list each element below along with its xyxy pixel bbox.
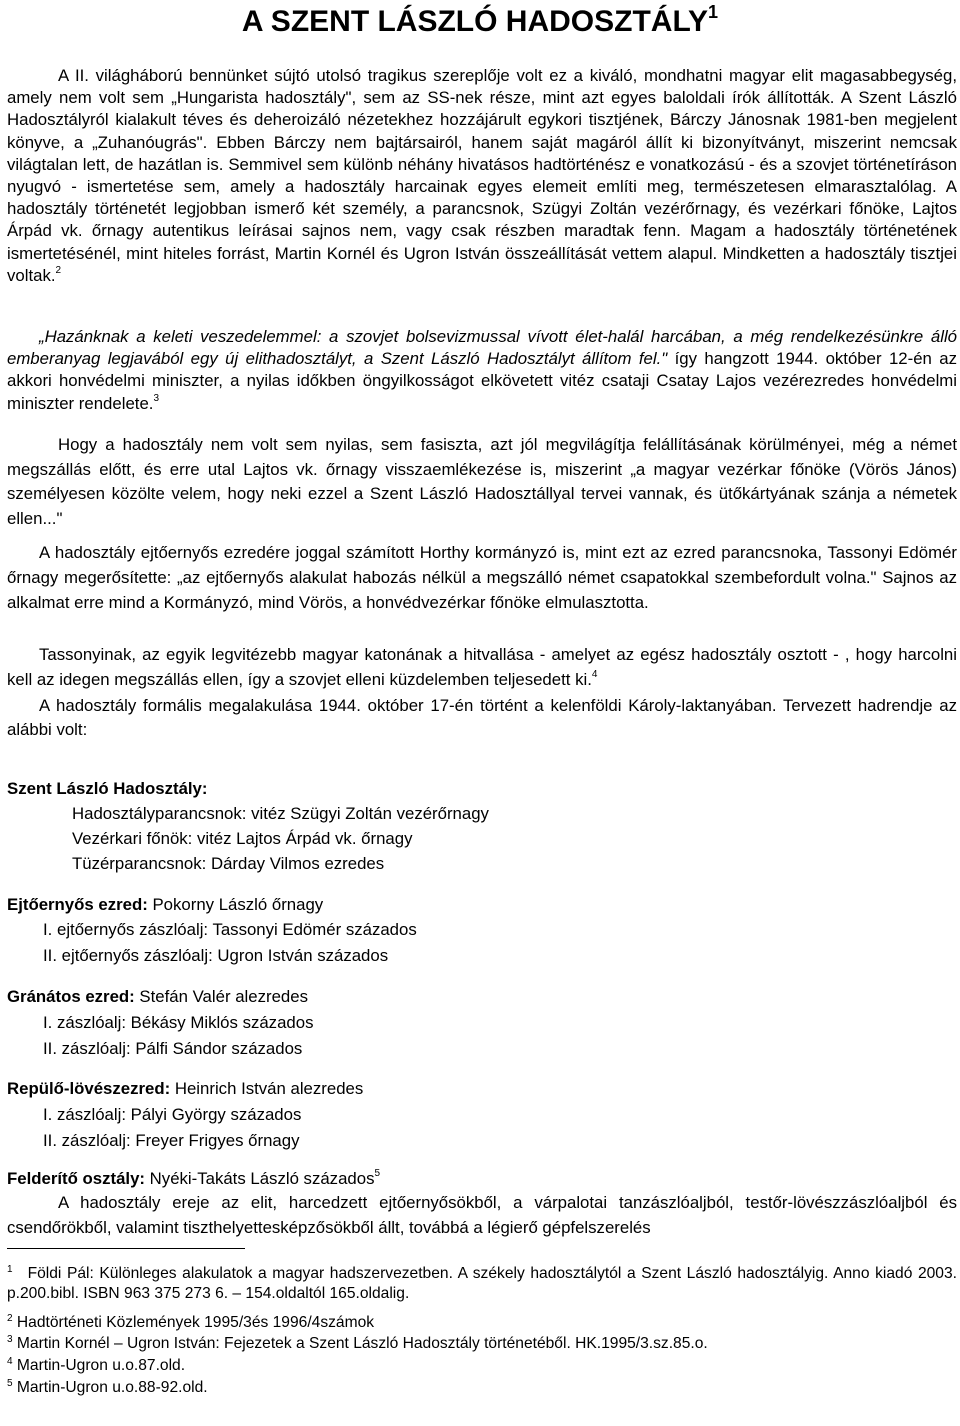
footnote: $^3$ Martin Kornél – Ugron István: Fejezetek a Szent László Hadosztály történetéből. HK.1995/3.sz.85.o.: [7, 1334, 708, 1352]
footnote: $^5$ Martin-Ugron u.o.88-92.old.: [7, 1378, 208, 1396]
recon-battalion: Felderítő osztály: Nyéki-Takáts László százados$^5$: [7, 1168, 381, 1188]
division-heading: Szent László Hadosztály:: [7, 779, 208, 798]
regiment-paratroop: Ejtőernyős ezred: Pokorny László őrnagy: [7, 895, 324, 914]
paragraph-paratroop: A hadosztály ejtőernyős ezredére joggal számított Horthy kormányzó is, mint ezt az ezred parancsnoka, Tassonyi Edömér őrnagy megerősítette: „az ejtőernyős alakulat habozás nélkül a megszálló német csapatokkal szembefordult volna." Sajnos az alkalmat erre mind a Kormányzó, mind Vörös, a honvédvezérkar főnöke elmulasztotta.: [7, 543, 957, 612]
battalion-line: II. zászlóalj: Freyer Frigyes őrnagy: [43, 1131, 300, 1150]
division-line: Tüzérparancsnok: Dárday Vilmos ezredes: [72, 854, 385, 873]
footnote-ref: 5: [374, 1168, 381, 1179]
paragraph-not-fascist: Hogy a hadosztály nem volt sem nyilas, sem fasiszta, azt jól megvilágítja felállításának körülményei, még a német megszállás előtt, és erre utal Lajtos vk. őrnagy visszaemlékezése is, miszerint „a magyar vezérkar főnöke (Vörös János) személyesen közölte velem, hogy neki ezzel a Szent László Hadosztállyal tervei vannak, és ütőkártyának szánja a németek ellen...": [7, 435, 957, 528]
paragraph-intro: A II. világháború bennünket sújtó utolsó tragikus szereplője volt ez a kiváló, mondhatni magyar elit magasabbegység, amely nem volt sem „Hungarista hadosztály", sem az SS-nek része, mint azt egyes baloldali írók állították. A Szent László Hadosztályról kialakult téves és deheroizáló nézetekhez hozzájárult egykori tisztjének, Bárczy Jánosnak 1981-ben megjelent könyve, a „Zuhanóugrás". Ebben Bárczy nem bajtársairól, hanem saját magáról állít ki bizonyítványt, miszerint nemcsak világtalan lett, de hazátlan is. Semmivel sem különb néhány hivatásos hadtörténész e vonatkozású - és a szovjet történetíráson nyugvó - ismertetése sem, amely a hadosztály harcainak egyes elemeit említi meg, természetesen elmarasztalólag. A hadosztály történetét legjobban ismerő két személy, a parancsnok, Szügyi Zoltán vezérőrnagy, és vezérkari főnöke, Lajtos Árpád vk. őrnagy autentikus leírásai sajnos nem, vagy csak részben maradtak fenn. Magam a hadosztály történetének ismertetésénél, mint hiteles forrást, Martin Kornél és Ugron István összeállítását vettem alapul. Mindketten a hadosztály tisztjei voltak.$^2$: [7, 66, 957, 285]
battalion-line: II. zászlóalj: Pálfi Sándor százados: [43, 1039, 303, 1058]
decree-quote: „Hazánknak a keleti veszedelemmel: a szovjet bolsevizmussal vívott élet-halál harcában, a még rendelkezésünkre álló emberanyag legjavából egy új elithadosztályt, a Szent László Hadosztályt állítom fel.": [7, 327, 957, 369]
paragraph-tassonyi: Tassonyinak, az egyik legvitézebb magyar katonának a hitvallása - amelyet az egész hadosztály osztott - , hogy harcolni kell az idegen megszállás ellen, így a szovjet elleni küzdelemben teljesedett ki.$^4$: [7, 645, 957, 689]
paragraph-formation: A hadosztály formális megalakulása 1944. október 17-én történt a kelenföldi Károly-laktanyában. Tervezett hadrendje az alábbi volt:: [7, 696, 957, 739]
footnote-ref: 4: [591, 668, 598, 680]
paragraph-strength: A hadosztály ereje az elit, harcedzett ejtőernyősökből, a várpalotai tanzászlóaljból, testőr-lövészzászlóaljból és csendőrökből, valamint tiszthelyettesképzősökből állt, továbbá a légierő gépfelszerelés: [7, 1193, 957, 1237]
footnote-ref: 3: [153, 392, 159, 404]
footnote: $^4$ Martin-Ugron u.o.87.old.: [7, 1356, 186, 1374]
footnote: $^2$ Hadtörténeti Közlemények 1995/3és 1996/4számok: [7, 1313, 375, 1331]
regiment-grenadier: Gránátos ezred: Stefán Valér alezredes: [7, 987, 308, 1006]
footnote-ref: 1: [708, 2, 719, 22]
division-line: Hadosztályparancsnok: vitéz Szügyi Zoltán vezérőrnagy: [72, 804, 489, 823]
footnote-ref: 2: [55, 264, 62, 276]
footnote-separator: [7, 1248, 245, 1249]
battalion-line: I. zászlóalj: Békásy Miklós százados: [43, 1013, 314, 1032]
battalion-line: I. ejtőernyős zászlóalj: Tassonyi Edömér százados: [43, 920, 417, 939]
page-title: A SZENT LÁSZLÓ HADOSZTÁLY$^1$: [241, 2, 719, 38]
footnote: $^1$ Földi Pál: Különleges alakulatok a magyar hadszervezetben. A székely hadosztálytól a Szent László hadosztályig. Anno kiadó 2003. p.200.bibl. ISBN 963 375 273 6. – 154.oldaltól 165.oldalig.: [7, 1264, 957, 1303]
division-line: Vezérkari főnök: vitéz Lajtos Árpád vk. őrnagy: [72, 829, 413, 848]
battalion-line: I. zászlóalj: Pályi György százados: [43, 1105, 302, 1124]
battalion-line: II. ejtőernyős zászlóalj: Ugron István százados: [43, 946, 389, 965]
regiment-airrifle: Repülő-lövészezred: Heinrich István alezredes: [7, 1079, 364, 1098]
paragraph-decree: „Hazánknak a keleti veszedelemmel: a szovjet bolsevizmussal vívott élet-halál harcában, a még rendelkezésünkre álló emberanyag legjavából egy új elithadosztályt, a Szent László Hadosztályt állítom fel." így hangzott 1944. október 12-én az akkori honvédelmi miniszter, a nyilas időkben öngyilkosságot elkövetett vitéz csataji Csatay Lajos vezérezredes honvédelmi miniszter rendelete.$^3$: [7, 327, 957, 413]
